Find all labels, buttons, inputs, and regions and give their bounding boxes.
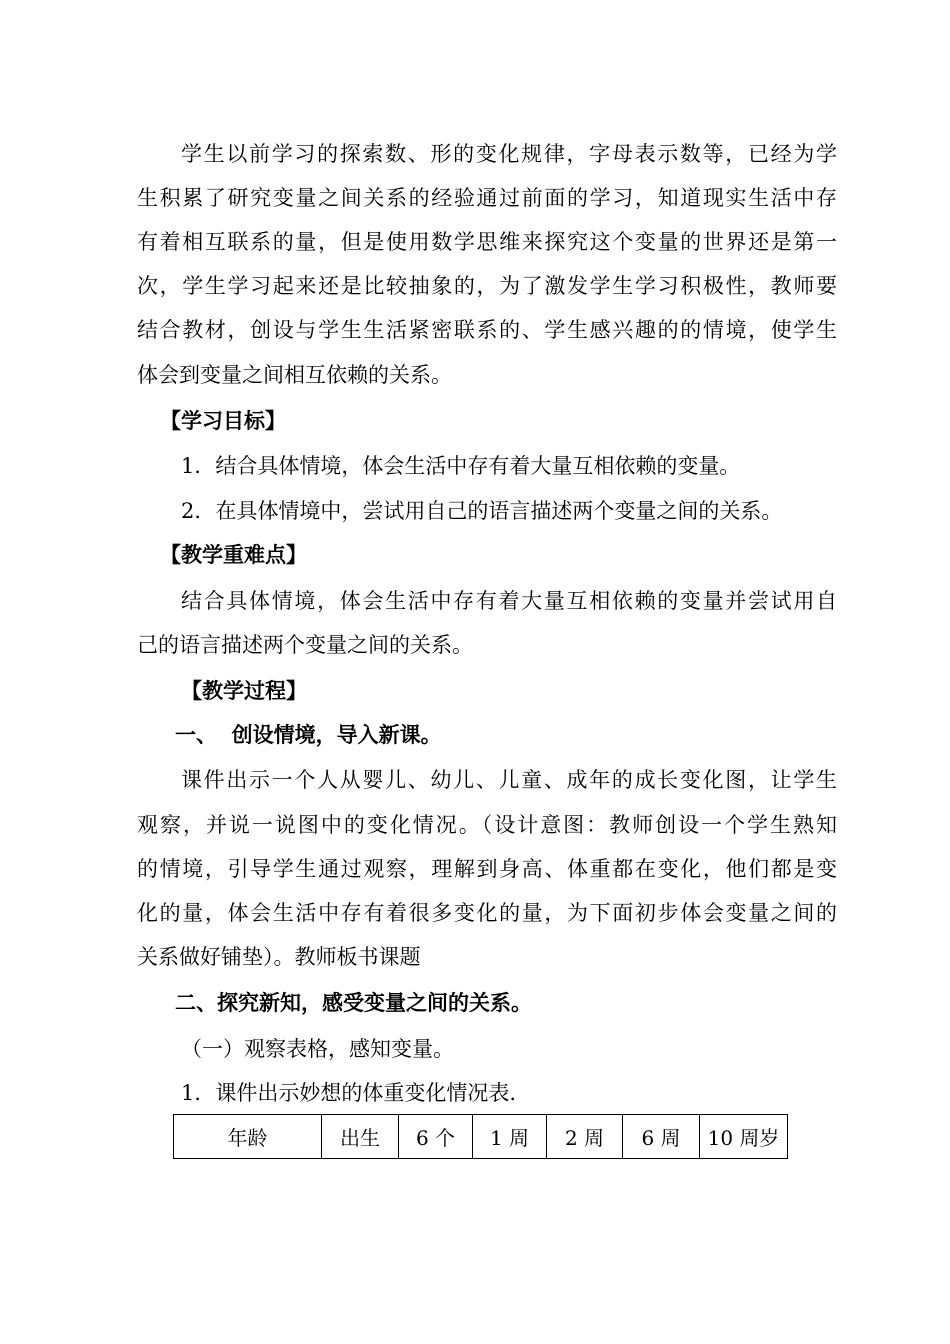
section2-item-1: 1．课件出示妙想的体重变化情况表. [181, 1081, 517, 1105]
weight-change-table [173, 1114, 788, 1159]
objectives-heading: 【学习目标】 [160, 408, 286, 433]
intro-line-1: 学生以前学习的探索数、形的变化规律，字母表示数等，已经为学 [181, 142, 837, 166]
table-cell: 6 个 [399, 1115, 473, 1159]
key-points-line-1: 结合具体情境，体会生活中存有着大量互相依赖的变量并尝试用自 [181, 589, 837, 613]
table-cell: 10 周岁 [700, 1115, 788, 1159]
table-cell: 1 周 [473, 1115, 547, 1159]
section1-line-3: 的情境，引导学生通过观察，理解到身高、体重都在变化，他们都是变 [137, 857, 837, 881]
section1-heading: 一、 创设情境，导入新课。 [175, 722, 442, 747]
objective-item-2: 2．在具体情境中，尝试用自己的语言描述两个变量之间的关系。 [181, 499, 783, 523]
section1-line-4: 化的量，体会生活中存有着很多变化的量，为下面初步体会变量之间的 [137, 901, 837, 925]
key-points-line-2: 己的语言描述两个变量之间的关系。 [137, 633, 473, 657]
section2-heading: 二、探究新知，感受变量之间的关系。 [175, 990, 532, 1015]
key-points-heading: 【教学重难点】 [160, 542, 307, 567]
table-cell: 出生 [322, 1115, 399, 1159]
intro-line-5: 结合教材，创设与学生生活紧密联系的、学生感兴趣的的情境，使学生 [137, 318, 837, 342]
table-cell-age-header: 年龄 [174, 1115, 322, 1159]
section1-line-5: 关系做好铺垫）。教师板书课题 [137, 945, 421, 969]
process-heading: 【教学过程】 [181, 678, 307, 703]
table-cell: 2 周 [547, 1115, 623, 1159]
intro-line-6: 体会到变量之间相互依赖的关系。 [137, 363, 452, 387]
section2-subheading: （一）观察表格，感知变量。 [181, 1037, 454, 1061]
table-cell: 6 周 [623, 1115, 700, 1159]
intro-line-4: 次，学生学习起来还是比较抽象的，为了激发学生学习积极性，教师要 [137, 274, 837, 298]
intro-line-3: 有着相互联系的量，但是使用数学思维来探究这个变量的世界还是第一 [137, 230, 837, 254]
objective-item-1: 1．结合具体情境，体会生活中存有着大量互相依赖的变量。 [181, 454, 741, 478]
table-row [174, 1115, 788, 1159]
section1-line-1: 课件出示一个人从婴儿、幼儿、儿童、成年的成长变化图，让学生 [181, 768, 837, 792]
intro-line-2: 生积累了研究变量之间关系的经验通过前面的学习，知道现实生活中存 [137, 186, 837, 210]
section1-line-2: 观察，并说一说图中的变化情况。（设计意图：教师创设一个学生熟知 [137, 813, 837, 837]
